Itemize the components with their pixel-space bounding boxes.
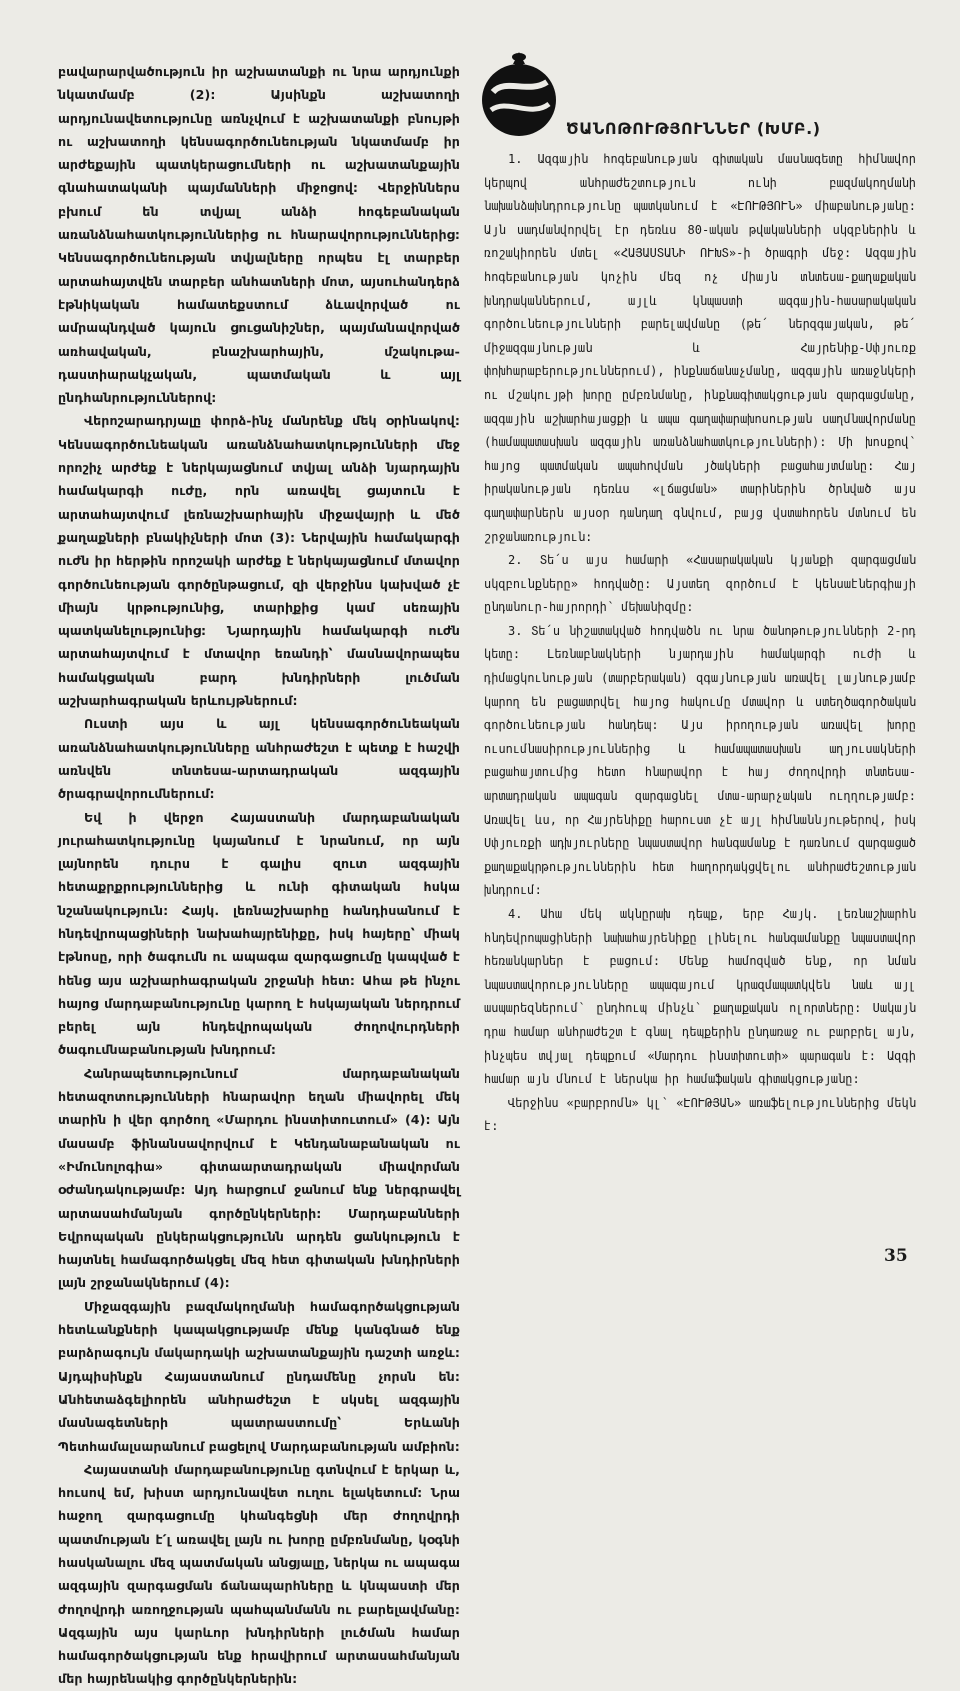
note-4: 4. Ահա մեկ ակնըրախ դեպք, երբ Հայկ. լեռնաշխարհն հնդեվրոպացիների նախահայրենիքը լինելու հանգամանքը նպաստավոր հեռանկարներ է բացում: Մենք համոզված ենք, որ նման նպաստավորությունները ապագայում կրազմապատկվեն նաև այլ ասպարեզներում՝ ընդհուպ մինչև՝ քաղաքական ոլորտները: Սակայն դրա համար անհրաժեշտ է գնալ դեպքերին ընդառաջ ու բարբրել այն, ինչպես տվյալ դեպքում «Մարդու ինստիտուտի» պարագան է: Ազգի համար այն մնում է ներսկա իր համաֆական գիտակցությանը: [484,907,916,1087]
note-3: 3. Տե՛ս նիշատակված հոդվածն ու նրա ծանոթությունների 2-րդ կետը: Լեռնաբնակների նյարդային համակարգի ուժի և դիմացկունության (տարբերական) զգայնության առավել լայնությամբ կարող են բացատրվել հայոց հակումը մտավոր և ստեղծագործական գործունեության հանդեպ: Այս իրողության առավել խորը ուսումնասիրություններից և համապատասխան աղյուսակների բացահայտումից հետո հնարավոր է հայ ժողովրդի տնտեսա-արտադրական ապագան զարգացնել մտա-արարչական ուղղությամբ: Առավել ևս, որ Հայրենիքը հարուստ չէ այլ հիմնաննյութերով, իսկ Սփյուռքի ադխյուրները նպաստավոր հանգամանք է դառնում զարգացած քաղաքակրթություններին հետ հաղորդակցվելու անհրաժեշտության խնդրում: [484,623,916,898]
notes-title: ԾԱՆՈԹՈՒԹՅՈՒՆՆԵՐ (ԽՄԲ.) [566,119,821,138]
body-paragraph-7: Հայաստանի մարդաբանությունը գտնվում է երկար և, հուսով եմ, խիստ արդյունավետ ուղու ելակետում: Նրա հաջող զարգացումը կհանգեցնի մեր ժողովրդի պատմության է՛լ առավել լայն ու խորը ըմբռնմանը, կօգնի հասկանալու մեզ պատմական անցյալը, ներկա ու ապագա ազգային զարգացման ճանապարհները և կնպաստի մեր ժողովրդի առողջության պահպանմանն ու բարելավմանը: Ազգային այս կարևոր խնդիրների լուծման համար համագործակցության ենք հրավիրում արտասահմանյան մեր հայրենակից գործընկերներին: [58,1461,460,1687]
note-5: Վերջինս «բարբրոմն» կլ՝ «ԷՈՒԹՅԱՆ» առաֆելություններից մեկն է: [484,1095,916,1134]
body-paragraph-6: Միջազգային բազմակողմանի համագործակցության հետևանքների կապակցությամբ մենք կանգնած ենք բարձրագույն մակարդակի աշխատանքային դաշտի առջև: Այդպիսինքն Հայաստանում ընդամենը չորսն են: Անհետաձգելիորեն անհրաժեշտ է սկսել ազգային մասնագետների պատրաստումը՝ Երևանի Պետհամալսարանում բացելով Մարդաբանության ամբիոն: [58,1298,460,1454]
notes-column [484,148,916,1148]
main-text-column [58,60,460,1687]
body-paragraph-2: Վերոշարադրյալը փորձ-ինչ մանրենք մեկ օրինակով: Կենսագործունեական առանձնահատկությունների մեջ որոշիչ արժեք է ներկայացնում տվյալ անձի նյարդային համակարգի ուժը, որն առավել ցայտուն է արտահայտվում լեռնաշխարհային միջավայրի և մեծ քաղաքների բնակիչների մոտ (3): Ներվային համակարգի ուժն իր հերթին որոշակի արժեք է ներկայացնում մտավոր գործունեության գործընթացում, զի վերջինս կախված չէ միայն կրթությունից, տարիքից կամ սեռային պատկանելությունից: Նյարդային համակարգի ուժն արտահայտվում է մտավոր եռանդի՝ մասնավորապես համակցական բարդ խնդիրների լուծման աշխարհագրական երևույթներում: [58,413,460,709]
note-2: 2. Տե՛ս այս համարի «Հասարակական կյանքի զարգացման սկզբունքները» հոդվածը: Այստեղ զործում է կենսաէներգիայի ընդանուր-հայրորդի՝ մեխանիզմը: [484,553,916,615]
note-1: 1. Ազգային հոգեբանության գիտական մասնագետը հիմնավոր կերպով անհրաժեշտություն ունի բազմակողմանի նախանձախնդրությունը պատկանում է «ԷՈՒԹՅՈՒՆ» միաբանությանը: Այն սադմանվորվել էր դեռևս 80-ական թվականների սկզբներին և ռոշակիորեն մտել «ՀԱՅԱՍՏԱՆԻ ՈՒԽՏ»-ի ծրագրի մեջ: Ազգային հոգեբանության կոչին մեզ ոչ միայն տնտեսա-քաղաքական խնդրականներում, այլև կնպաստի ազգային-հասարակական գործունեությունների բարելավմանը (թե՛ ներզգայական, թե՛ միջազգայնության և Հայրենիք-Սփյուռք փոխհարաբերություններում), ինքնաճանաչմանը, ազգային առաջնկերի ու մշակույթի խորը ըմբռնմանը, ինքնագիտակցության զարգացմանը, ազգային աշխարհայացքի և ապա գաղափարախոսության սաղմնավորմանը (համապատասխան ազգային առանձնահատկությունների): Մի խոսքով՝ հայոց պատմական ապահովման յծակների բացահայտմանը: Հայ իրականության դեռևս «լճացման» տարիներին ծրնված այս գաղափարներն այսօր դանդաղ գնվում, բայց վստահորեն մտնում են շրջանառություն: [484,152,916,544]
body-paragraph-4: Եվ ի վերջո Հայաստանի մարդաբանական յուրահատկությունը կայանում է նրանում, որ այն լայնորեն դուրս է գալիս զուտ ազգային հետաքրքրություններից և ունի գիտական հսկա նշանակություն: Հայկ. լեռնաշխարհը հանդիսանում է հնդեվրոպացիների նախահայրենիքը, իսկ հայերը՝ միակ էթնոսը, որի ծագումն ու ապագա զարգացումը կապված է հենց այս աշխարհագրական շրջանի հետ: Ահա թե ինչու հայոց մարդաբանությունը կարող է հսկայական ներդրում բերել այն հնդեվրոպական ժողովուրդների ծագումնաբանության խնդրում: [58,809,460,1058]
body-paragraph-3: Ուստի այս և այլ կենսագործունեական առանձնահատկությունները անհրաժեշտ է պետք է հաշվի առնվեն տնտեսա-արտադրական ազգային ծրագրավորումներում: [58,716,460,802]
body-paragraph-1: բավարարվածություն իր աշխատանքի ու նրա արդյունքի նկատմամբ (2): Այսինքն աշխատողի արդյունավետությունը առնչվում է աշխատանքի բնույթի ու աշխատողի կենսագործունեության նկատմամբ իր արժեքային պատկերացումների ու աշխատանքային գնահատականի պայմանների միջոցով: Վերջիններս բխում են տվյալ անձի հոգեբանական առանձնահատկություններից ու հնարավորություններից: Կենսագործունեության տվյալները որպես էլ տարբեր արտահայտվեն տարբեր անհատների մոտ, այսուհանդերձ էթնիկական համատեքստում ձևավորված ու ամրապնդված կայուն ցուցանիշներ, պայմանավորված առհավական, բնաշխարհային, մշակութա-դաստիարակչական, պատմական և այլ ընդհանրություններով: [58,64,460,406]
page-number: 35 [884,1246,908,1266]
body-paragraph-5: Հանրապետությունում մարդաբանական հետազոտությունների հնարավոր եղան միավորել մեկ տարին ի վեր գործող «Մարդու ինստիտուտում» (4): Այն մասամբ ֆինանսավորվում է Կենդանաբանական ու «Իմունոլոգիա» գիտաարտադրական միավորման օժանդակությամբ: Այդ հարցում ջանում ենք ներգրավել արտասահմանյան գործընկերների: Մարդաբանների Եվրոպական ընկերակցությունն արդեն ցանկություն է հայտնել համագործակցել մեզ հետ գիտական խնդիրների լայն շրջանակներում (4): [58,1065,460,1291]
eutyun-emblem-icon [477,48,559,138]
